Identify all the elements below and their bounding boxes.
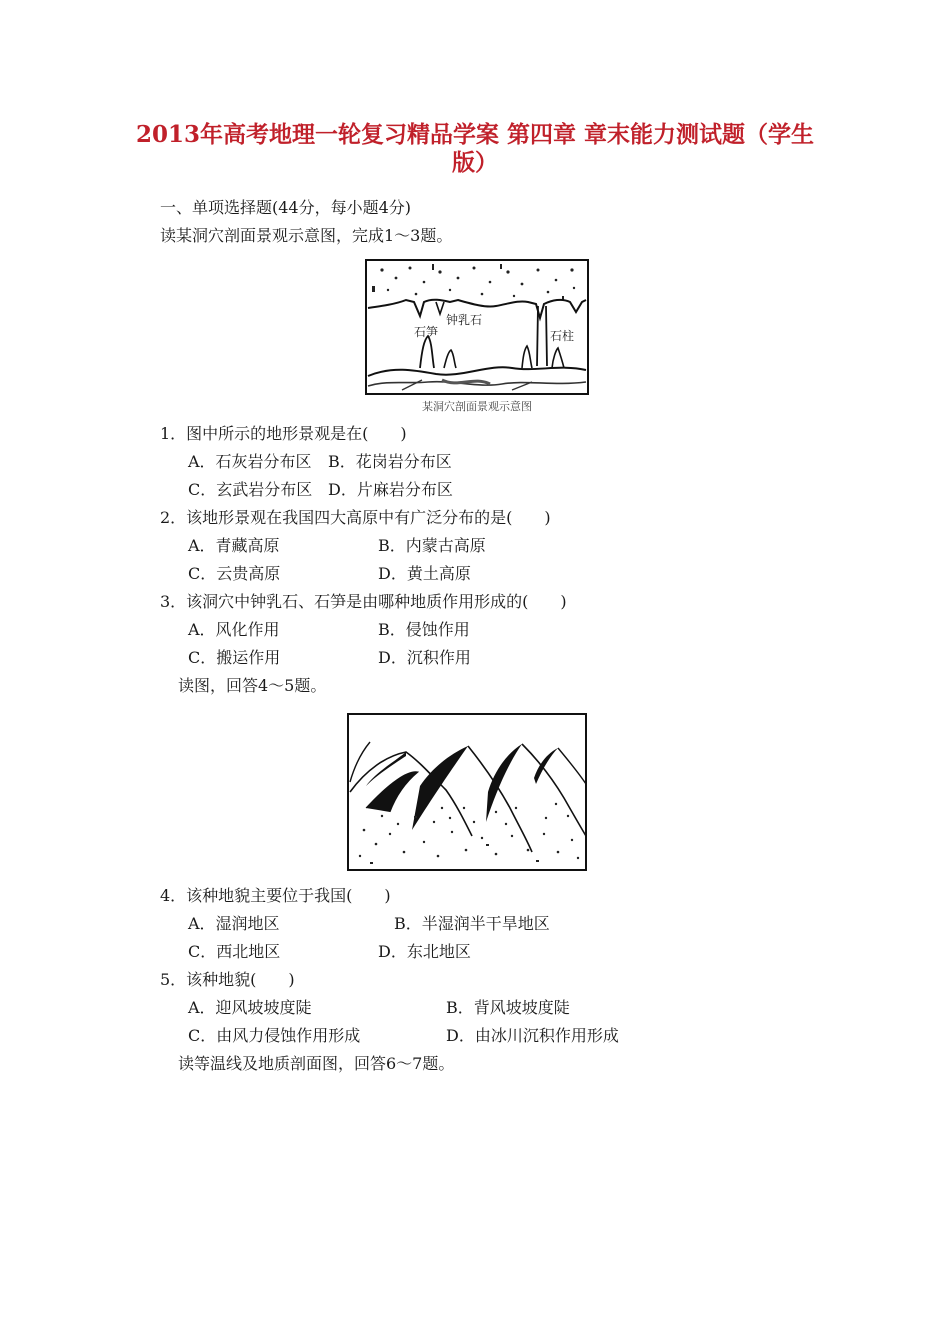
question-5-option-b: B．背风坡坡度陡 [446,998,570,1017]
intro-6-7: 读等温线及地质剖面图，回答6～7题。 [178,1054,455,1073]
label-stalagmite: 石笋 [414,325,439,339]
question-3-stem: 3．该洞穴中钟乳石、石笋是由哪种地质作用形成的( ) [160,592,567,611]
question-5-option-a: A．迎风坡坡度陡 [188,998,312,1017]
question-4-option-d: D．东北地区 [378,942,471,961]
label-stalactite: 钟乳石 [446,313,483,327]
intro-1-3: 读某洞穴剖面景观示意图，完成1～3题。 [160,226,453,245]
intro-4-5: 读图，回答4～5题。 [178,676,327,695]
question-5-stem: 5．该种地貌( ) [160,970,295,989]
question-2-option-b: B．内蒙古高原 [378,536,486,555]
question-1-option-b: B．花岗岩分布区 [328,452,452,471]
question-2-option-d: D．黄土高原 [378,564,471,583]
question-3-option-b: B．侵蚀作用 [378,620,470,639]
document-title-line2: 版） [452,149,498,176]
question-1-option-d: D．片麻岩分布区 [328,480,453,499]
question-4-stem: 4．该种地貌主要位于我国( ) [160,886,391,905]
label-pillar: 石柱 [550,329,575,343]
document-title-line1: 2013年高考地理一轮复习精品学案 第四章 章末能力测试题（学生 [135,121,815,148]
question-3-option-a: A．风化作用 [188,620,280,639]
question-5-option-d: D．由冰川沉积作用形成 [446,1026,619,1045]
question-4-option-b: B．半湿润半干旱地区 [394,914,550,933]
question-1-option-a: A．石灰岩分布区 [188,452,312,471]
sand-dunes-figure [346,712,588,872]
section-heading: 一、单项选择题(44分，每小题4分) [160,198,412,217]
cave-cross-section-figure [362,256,592,414]
question-1-stem: 1．图中所示的地形景观是在( ) [160,424,407,443]
question-1-option-c: C．玄武岩分布区 [188,480,313,499]
question-4-option-c: C．西北地区 [188,942,281,961]
question-5-option-c: C．由风力侵蚀作用形成 [188,1026,361,1045]
question-3-option-c: C．搬运作用 [188,648,281,667]
question-2-option-a: A．青藏高原 [188,536,280,555]
question-3-option-d: D．沉积作用 [378,648,471,667]
question-2-stem: 2．该地形景观在我国四大高原中有广泛分布的是( ) [160,508,551,527]
question-2-option-c: C．云贵高原 [188,564,281,583]
figure-caption: 某洞穴剖面景观示意图 [422,400,532,413]
question-4-option-a: A．湿润地区 [188,914,280,933]
